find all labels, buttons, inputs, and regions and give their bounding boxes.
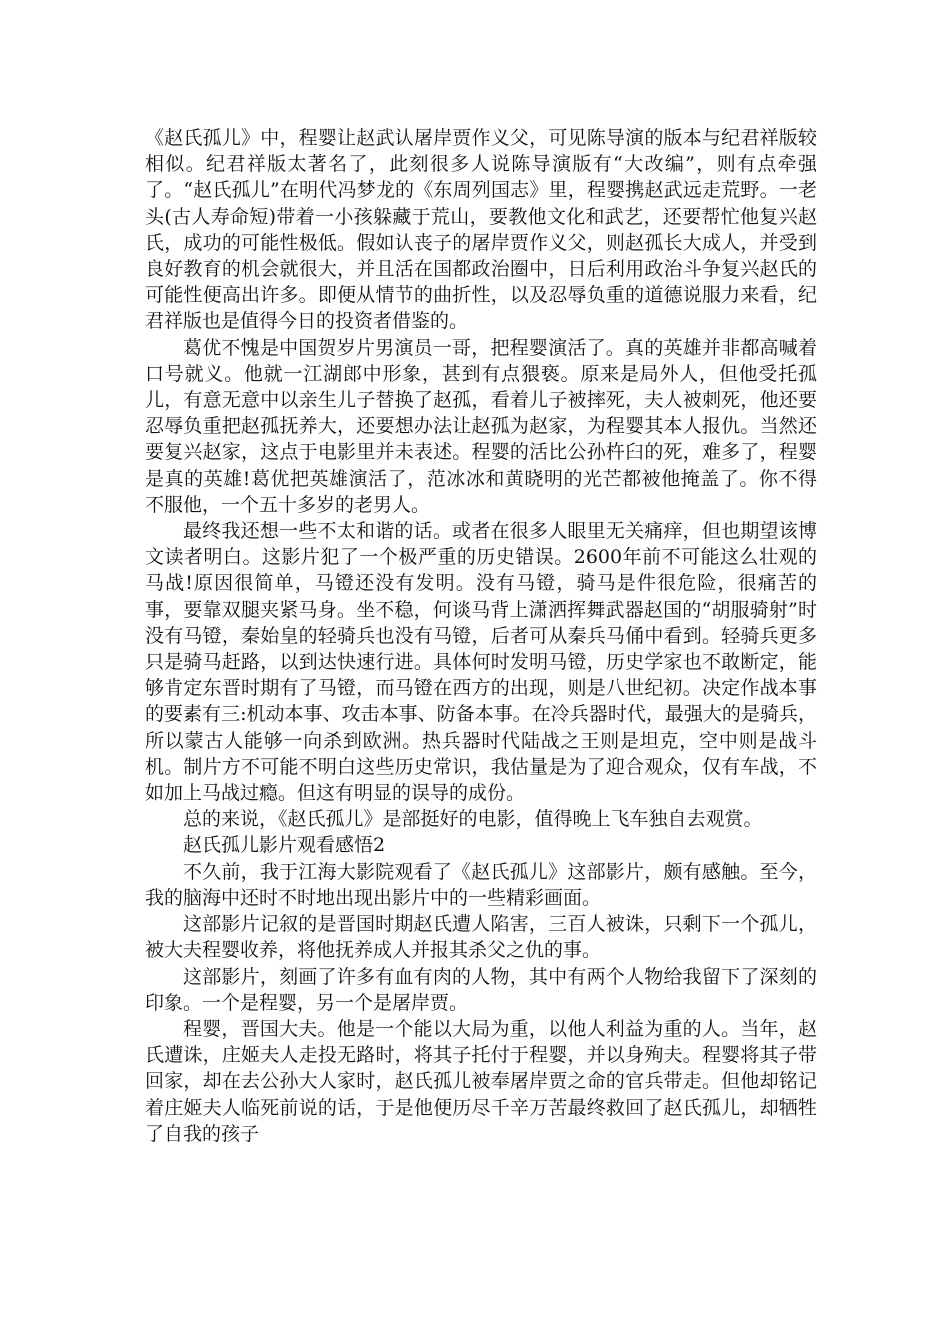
paragraph-8: 程婴，晋国大夫。他是一个能以大局为重，以他人利益为重的人。当年，赵氏遭诛，庄姬夫人走投无路时，将其子托付于程婴，并以身殉夫。程婴将其子带回家，却在去公孙大人家时，赵氏孤儿被奉屠岸贾之命的官兵带走。但他却铭记着庄姬夫人临死前说的话，于是他便历尽千辛万苦最终救回了赵氏孤儿，却牺牲了自我的孩子 [145, 1017, 817, 1145]
paragraph-2: 葛优不愧是中国贺岁片男演员一哥，把程婴演活了。真的英雄并非都高喊着口号就义。他就一江湖郎中形象，甚到有点猥亵。原来是局外人，但他受托孤儿，有意无意中以亲生儿子替换了赵孤，看着儿子被摔死，夫人被刺死，他还要忍辱负重把赵孤抚养大，还要想办法让赵孤为赵家，为程婴其本人报仇。当然还要复兴赵家，这点于电影里并未表述。程婴的活比公孙杵臼的死，难多了，程婴是真的英雄!葛优把英雄演活了，范冰冰和黄晓明的光芒都被他掩盖了。你不得不服他，一个五十多岁的老男人。 [145, 336, 817, 516]
paragraph-3: 最终我还想一些不太和谐的话。或者在很多人眼里无关痛痒，但也期望该博文读者明白。这影片犯了一个极严重的历史错误。2600年前不可能这么壮观的马战!原因很简单，马镫还没有发明。没有马镫，骑马是件很危险，很痛苦的事，要靠双腿夹紧马身。坐不稳，何谈马背上潇洒挥舞武器赵国的“胡服骑射”时没有马镫，秦始皇的轻骑兵也没有马镫，后者可从秦兵马俑中看到。轻骑兵更多只是骑马赶路，以到达快速行进。具体何时发明马镫，历史学家也不敢断定，能够肯定东晋时期有了马镫，而马镫在西方的出现，则是八世纪初。决定作战本事的要素有三:机动本事、攻击本事、防备本事。在冷兵器时代，最强大的是骑兵，所以蒙古人能够一向杀到欧洲。热兵器时代陆战之王则是坦克，空中则是战斗机。制片方不可能不明白这些历史常识，我估量是为了迎合观众，仅有车战，不如加上马战过瘾。但这有明显的误导的成份。 [145, 520, 817, 805]
paragraph-7: 这部影片，刻画了许多有血有肉的人物，其中有两个人物给我留下了深刻的印象。一个是程婴，另一个是屠岸贾。 [145, 965, 817, 1014]
paragraph-6: 这部影片记叙的是晋国时期赵氏遭人陷害，三百人被诛，只剩下一个孤儿，被大夫程婴收养，将他抚养成人并报其杀父之仇的事。 [145, 913, 817, 962]
document-body [145, 125, 817, 1147]
paragraph-1: 《赵氏孤儿》中，程婴让赵武认屠岸贾作义父，可见陈导演的版本与纪君祥版较相似。纪君祥版太著名了，此刻很多人说陈导演版有“大改编”，则有点牵强了。“赵氏孤儿”在明代冯梦龙的《东周列国志》里，程婴携赵武远走荒野。一老头(古人寿命短)带着一小孩躲藏于荒山，要教他文化和武艺，还要帮忙他复兴赵氏，成功的可能性极低。假如认丧子的屠岸贾作义父，则赵孤长大成人，并受到良好教育的机会就很大，并且活在国都政治圈中，日后利用政治斗争复兴赵氏的可能性便高出许多。即便从情节的曲折性，以及忍辱负重的道德说服力来看，纪君祥版也是值得今日的投资者借鉴的。 [145, 127, 817, 333]
paragraph-4: 总的来说，《赵氏孤儿》是部挺好的电影，值得晚上飞车独自去观赏。 [183, 808, 763, 831]
paragraph-5: 不久前，我于江海大影院观看了《赵氏孤儿》这部影片，颇有感触。至今，我的脑海中还时不时地出现出影片中的一些精彩画面。 [145, 860, 817, 909]
section-heading: 赵氏孤儿影片观看感悟2 [183, 834, 386, 857]
